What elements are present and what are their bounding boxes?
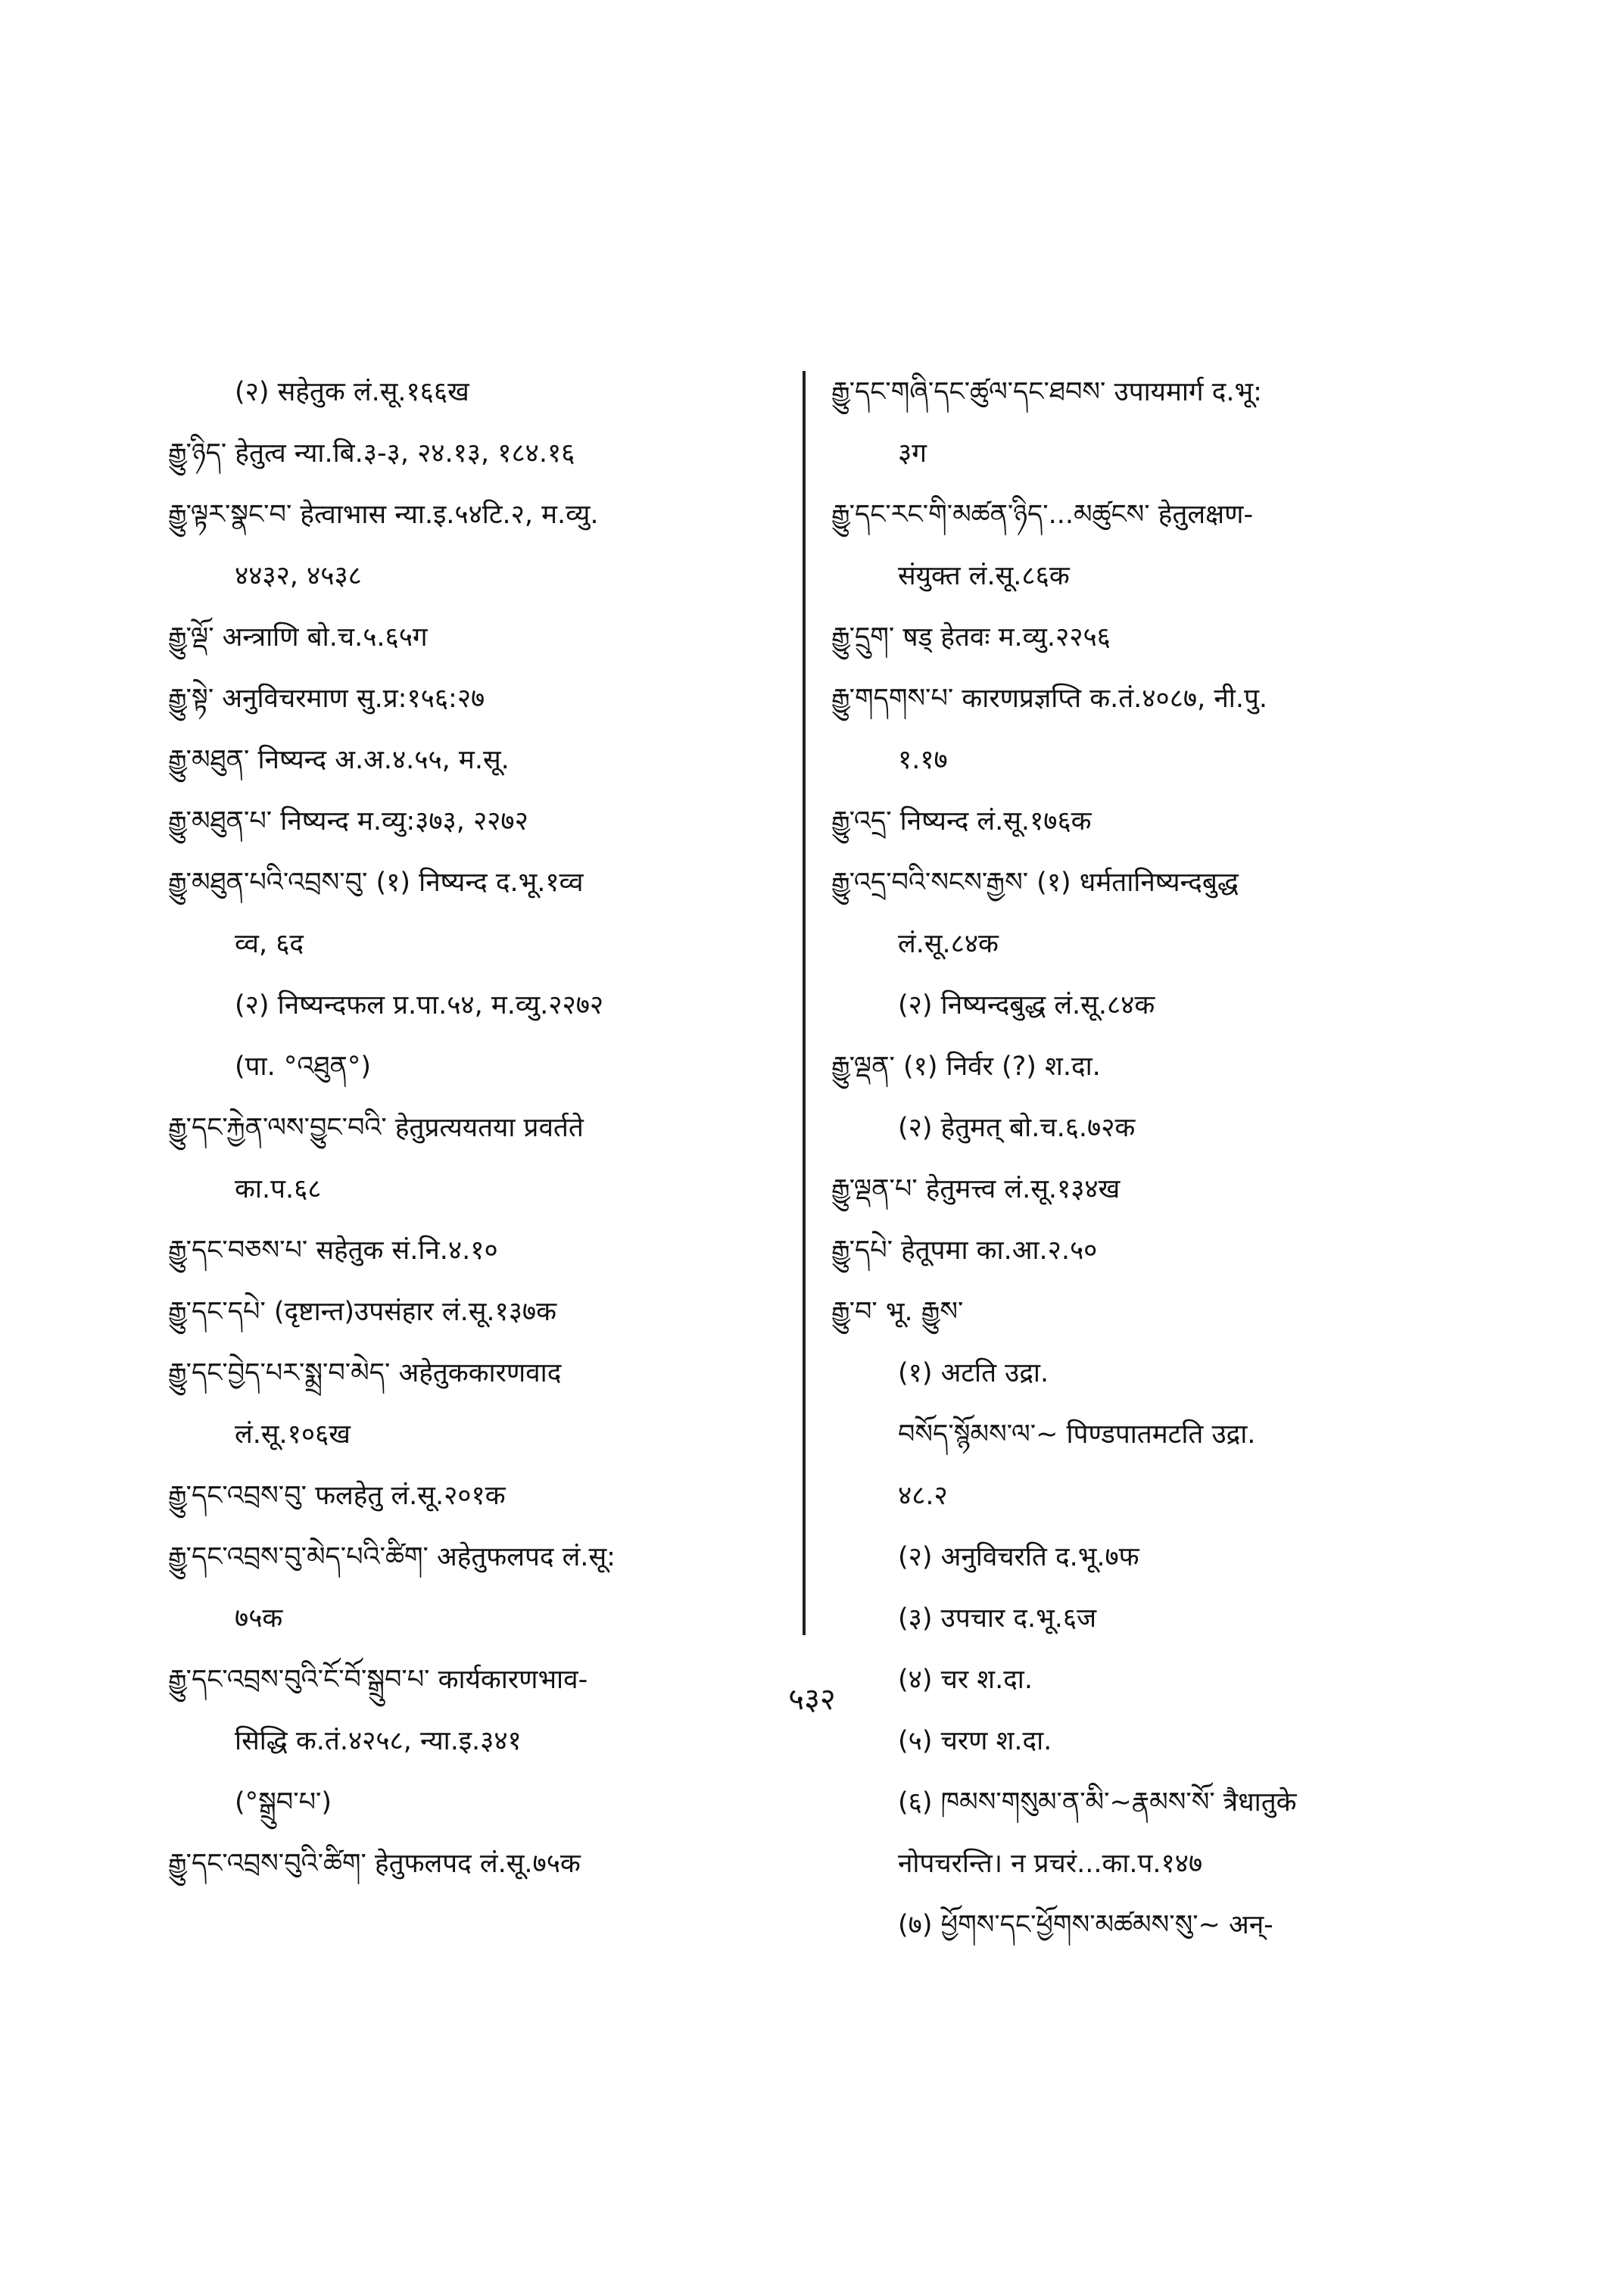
- dictionary-line: རྒྱུ་མཐུན་པ་ निष्यन्द म.व्यु:३७३, २२७२: [168, 806, 528, 837]
- dictionary-line: རྒྱུ་དང་དཔེ་ (दृष्टान्त)उपसंहार लं.सू.१३७क: [168, 1297, 556, 1327]
- dictionary-line: རྒྱུ་བ་ भू. རྒྱུས་: [831, 1297, 964, 1327]
- dictionary-line: व्व, ६द: [235, 929, 304, 959]
- page-number: ५३२: [788, 1682, 836, 1717]
- dictionary-line: བསོད་སྙོམས་ལ་~ पिण्डपातमटति उद्रा.: [898, 1419, 1256, 1450]
- dictionary-line: ४४३२, ४५३८: [235, 561, 362, 591]
- dictionary-line: (३) उपचार द.भू.६ज: [898, 1603, 1097, 1634]
- dictionary-line: རྒྱུ་དང་བཅས་པ་ सहेतुक सं.नि.४.१०: [168, 1235, 498, 1266]
- dictionary-line: རྒྱུ་ལྡན་པ་ हेतुमत्त्व लं.सू.१३४ख: [831, 1174, 1121, 1204]
- dictionary-line: (२) निष्यन्दबुद्ध लं.सू.८४क: [898, 990, 1155, 1020]
- column-divider: [803, 371, 806, 1635]
- dictionary-line: རྒྱུ་ཉིད་ हेतुत्व न्या.बि.३-३, २४.१३, १८४.१६: [168, 438, 575, 469]
- dictionary-line: (२) निष्यन्दफल प्र.पा.५४, म.व्यु.२२७२: [235, 990, 604, 1020]
- dictionary-line: ३ग: [898, 438, 927, 469]
- dictionary-line: ७५क: [235, 1603, 283, 1634]
- dictionary-line: (२) अनुविचरति द.भू.७फ: [898, 1542, 1139, 1572]
- dictionary-line: རྒྱུ་དང་གཞི་དང་ཚུལ་དང་ཐབས་ उपायमार्ग द.भू:: [831, 377, 1262, 407]
- dictionary-line: རྒྱུ་མཐུན་པའི་འབྲས་བུ་ (१) निष्यन्द द.भू.१व्व: [168, 868, 584, 898]
- dictionary-line: (५) चरण श.दा.: [898, 1726, 1052, 1756]
- dictionary-line: རྒྱུ་དྲུག་ षड् हेतवः म.व्यु.२२५६: [831, 622, 1111, 653]
- dictionary-line: (२) सहेतुक लं.सू.१६६ख: [235, 377, 469, 407]
- dictionary-line: (१) अटति उद्रा.: [898, 1358, 1049, 1388]
- dictionary-line: १.१७: [898, 745, 948, 775]
- dictionary-line: लं.सू.१०६ख: [235, 1419, 351, 1450]
- dictionary-line: सिद्धि क.तं.४२५८, न्या.इ.३४१: [235, 1726, 522, 1756]
- dictionary-line: ४८.२: [898, 1481, 948, 1511]
- dictionary-line: का.प.६८: [235, 1174, 322, 1204]
- dictionary-line: རྒྱུ་དང་འབྲས་བུའི་ཚིག་ हेतुफलपद लं.सू.७५क: [168, 1849, 581, 1879]
- dictionary-line: རྒྱུ་གདགས་པ་ कारणप्रज्ञप्ति क.तं.४०८७, नी.पु.: [831, 684, 1267, 714]
- dictionary-line: लं.सू.८४क: [898, 929, 999, 959]
- dictionary-line: (६) ཁམས་གསུམ་ན་མི་~རྣམས་སོ་ त्रैधातुके: [898, 1787, 1297, 1818]
- left-column: [168, 362, 796, 1895]
- dictionary-line: संयुक्त लं.सू.८६क: [898, 561, 1070, 591]
- dictionary-line: རྒྱུ་མཐུན་ निष्यन्द अ.अ.४.५५, म.सू.: [168, 745, 510, 775]
- dictionary-line: (°སྒྲུབ་པ་): [235, 1787, 332, 1818]
- dictionary-line: རྒྱུ་དང་འབྲས་བུའི་ངོ་བོ་སྒྲུབ་པ་ कार्यकारणभाव-: [168, 1665, 588, 1695]
- dictionary-line: རྒྱུ་ལྡོ་ अन्त्राणि बो.च.५.६५ग: [168, 622, 428, 653]
- dictionary-line: རྒྱུ་དང་རྐྱེན་ལས་བྱུང་བའི་ हेतुप्रत्ययतया प्रवर्तते: [168, 1113, 584, 1143]
- dictionary-line: རྒྱུ་དང་འབྲས་བུ་མེད་པའི་ཚིག་ अहेतुफलपद लं.सू:: [168, 1542, 616, 1572]
- dictionary-line: (४) चर श.दा.: [898, 1665, 1033, 1695]
- dictionary-line: (७) ཕྱོགས་དང་ཕྱོགས་མཚམས་སུ་~ अन्-: [898, 1910, 1273, 1940]
- dictionary-line: नोपचरन्ति। न प्रचरं...का.प.१४७: [898, 1849, 1203, 1879]
- dictionary-line: (पा. °འཐུན°): [235, 1051, 372, 1082]
- dictionary-line: རྒྱུ་དང་བྱེད་པར་སྨྲ་བ་མེད་ अहेतुककारणवाद: [168, 1358, 562, 1388]
- dictionary-line: རྒྱུ་དང་འབྲས་བུ་ फलहेतु लं.सू.२०१क: [168, 1481, 506, 1511]
- dictionary-line: རྒྱུ་དང་རང་གི་མཚན་ཉིད་...མཚུངས་ हेतुलक्षण-: [831, 500, 1254, 530]
- dictionary-line: རྒྱུ་སྟེ་ अनुविचरमाण सु.प्र:१५६:२७: [168, 684, 485, 714]
- dictionary-line: རྒྱུ་འདྲ་བའི་སངས་རྒྱས་ (१) धर्मतानिष्यन्दबुद्ध: [831, 868, 1239, 898]
- dictionary-line: རྒྱུ་དཔེ་ हेतूपमा का.आ.२.५०: [831, 1235, 1098, 1266]
- dictionary-line: རྒྱུ་ལྟར་སྣང་བ་ हेत्वाभास न्या.इ.५४टि.२, म.व्यु.: [168, 500, 599, 530]
- dictionary-line: རྒྱུ་འདྲ་ निष्यन्द लं.सू.१७६क: [831, 806, 1092, 837]
- dictionary-line: (२) हेतुमत् बो.च.६.७२क: [898, 1113, 1136, 1143]
- dictionary-line: རྒྱུ་ལྡན་ (१) निर्वर (?) श.दा.: [831, 1051, 1101, 1082]
